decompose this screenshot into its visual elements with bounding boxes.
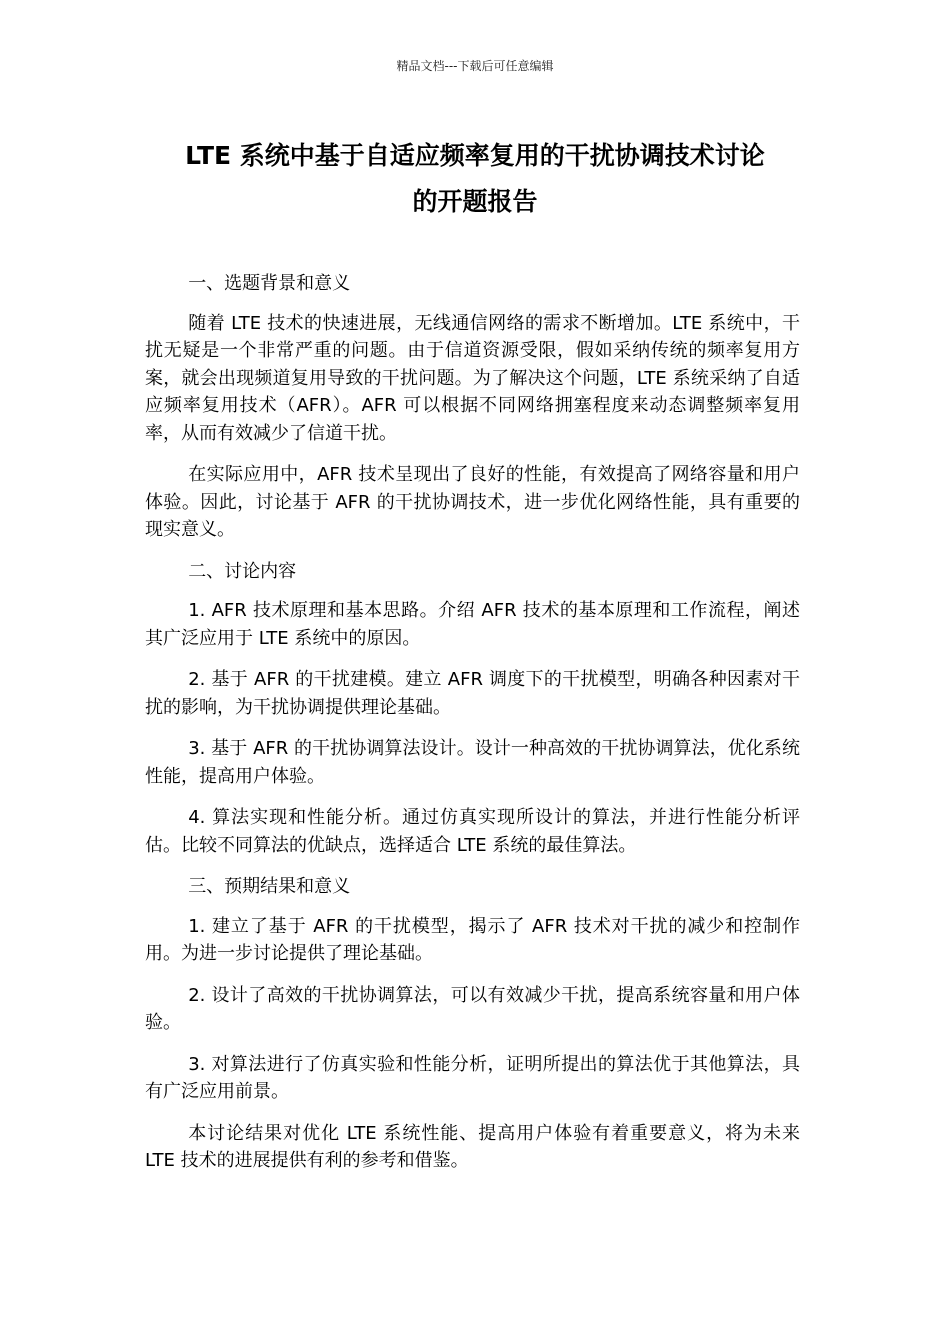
content-item-3: 3. 基于 AFR 的干扰协调算法设计。设计一种高效的干扰协调算法，优化系统性能，提高用户体验。	[145, 738, 800, 787]
section-heading-content: 二、讨论内容	[188, 560, 297, 582]
header-note: 精品文档---下载后可任意编辑	[396, 59, 554, 73]
conclusion-paragraph: 本讨论结果对优化 LTE 系统性能、提高用户体验有着重要意义，将为未来 LTE 技术的进展提供有利的参考和借鉴。	[145, 1122, 800, 1171]
document-body	[145, 270, 800, 1189]
content-item-1: 1. AFR 技术原理和基本思路。介绍 AFR 技术的基本原理和工作流程，阐述其广泛应用于 LTE 系统中的原因。	[145, 600, 800, 649]
background-paragraph-2: 在实际应用中，AFR 技术呈现出了良好的性能，有效提高了网络容量和用户体验。因此，讨论基于 AFR 的干扰协调技术，进一步优化网络性能，具有重要的现实意义。	[145, 464, 800, 540]
content-item-4: 4. 算法实现和性能分析。通过仿真实现所设计的算法，并进行性能分析评估。比较不同算法的优缺点，选择适合 LTE 系统的最佳算法。	[145, 807, 800, 856]
document-title	[120, 133, 830, 225]
results-item-2: 2. 设计了高效的干扰协调算法，可以有效减少干扰，提高系统容量和用户体验。	[145, 984, 800, 1033]
section-heading-background: 一、选题背景和意义	[188, 273, 351, 294]
results-item-1: 1. 建立了基于 AFR 的干扰模型，揭示了 AFR 技术对干扰的减少和控制作用。为进一步讨论提供了理论基础。	[145, 915, 800, 964]
section-heading-results: 三、预期结果和意义	[188, 876, 351, 897]
background-paragraph-1: 随着 LTE 技术的快速进展，无线通信网络的需求不断增加。LTE 系统中，干扰无疑是一个非常严重的问题。由于信道资源受限，假如采纳传统的频率复用方案，就会出现频道复用导致的干扰问题。为了解决这个问题，LTE 系统采纳了自适应频率复用技术（AFR）。AFR 可以根据不同网络拥塞程度来动态调整频率复用率，从而有效减少了信道干扰。	[145, 312, 800, 444]
title-line-1: LTE 系统中基于自适应频率复用的干扰协调技术讨论	[185, 141, 765, 170]
title-line-2: 的开题报告	[412, 187, 538, 216]
results-item-3: 3. 对算法进行了仿真实验和性能分析，证明所提出的算法优于其他算法，具有广泛应用前景。	[145, 1053, 800, 1102]
content-item-2: 2. 基于 AFR 的干扰建模。建立 AFR 调度下的干扰模型，明确各种因素对干扰的影响，为干扰协调提供理论基础。	[145, 669, 800, 718]
